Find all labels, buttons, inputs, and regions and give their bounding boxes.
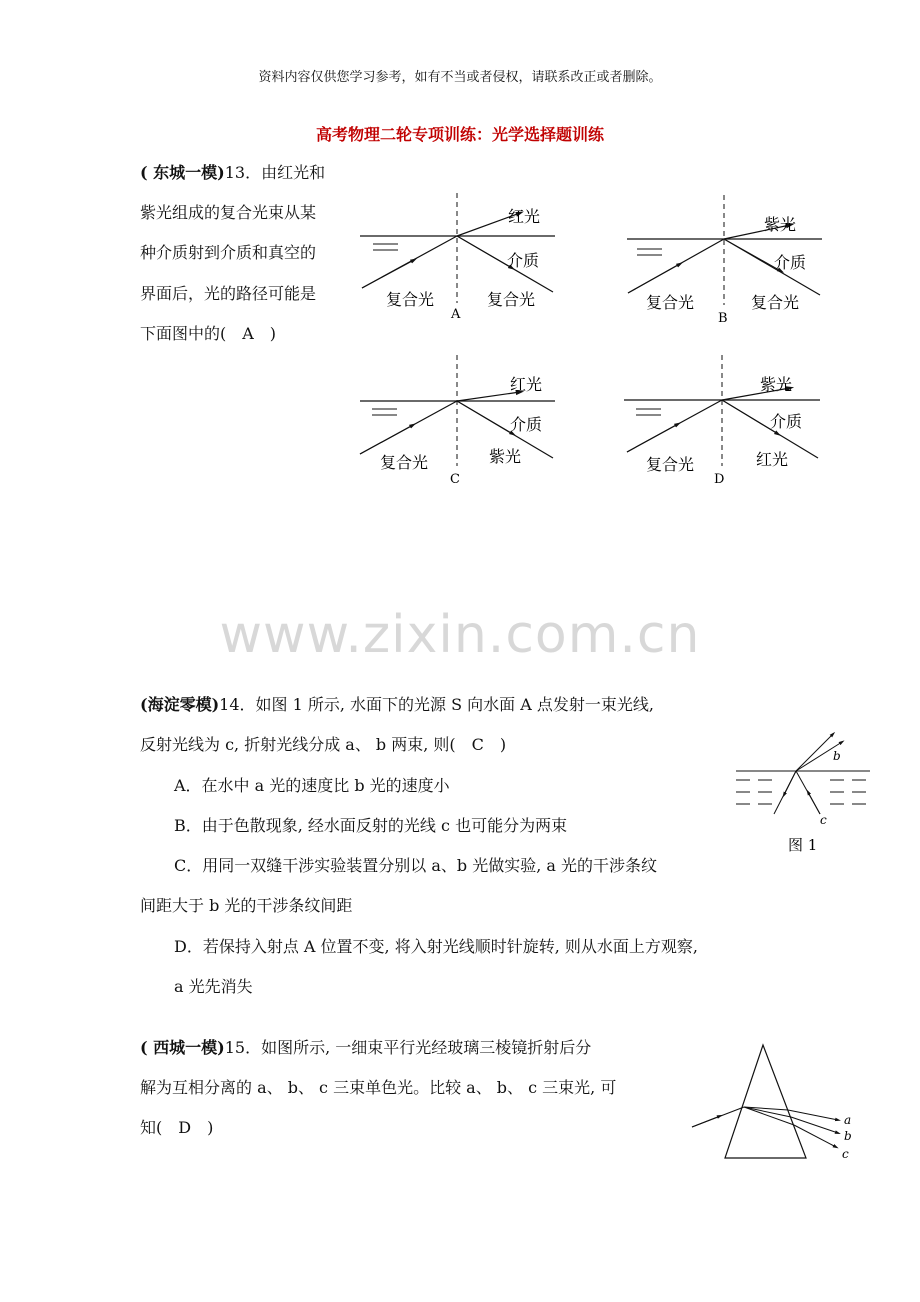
prism-figure [680,1040,870,1170]
diagram-c-right-label: 介质 [510,415,543,434]
figure-1-caption: 图 1 [788,836,818,854]
diagram-a-right-label: 介质 [507,251,540,270]
q15-line-3: 知( D ) [140,1118,214,1137]
q15-line-1 [140,1038,591,1058]
q14-option-d-cont: a 光先消失 [174,977,253,996]
diagram-c-left-lower: 复合光 [380,453,429,472]
q15-source: ( 西城一模) [140,1038,225,1057]
diagram-c [360,355,555,487]
q14-text-1: 14．如图 1 所示, 水面下的光源 S 向水面 A 点发射一束光线, [219,695,654,714]
q14-source: (海淀零模) [140,695,220,714]
diagram-b-left-lower: 复合光 [646,293,695,312]
q13-line-3: 种介质射到介质和真空的 [140,243,317,262]
q14-line-2: 反射光线为 c, 折射光线分成 a、 b 两束, 则( C ) [140,735,507,754]
copyright-notice: 资料内容仅供您学习参考，如有不当或者侵权，请联系改正或者删除。 [258,70,662,85]
prism-label-a: a [844,1113,852,1127]
q14-option-b: B．由于色散现象, 经水面反射的光线 c 也可能分为两束 [174,816,568,835]
q13-source: ( 东城一模) [140,163,225,182]
prism-label-b: b [844,1129,852,1143]
q13-diagrams [0,0,920,520]
diagram-d-top-label: 紫光 [760,375,793,394]
prism-label-c: c [842,1147,849,1161]
diagram-c-letter: C [450,472,460,487]
page-title: 高考物理二轮专项训练：光学选择题训练 [315,125,604,144]
diagram-a [360,193,555,322]
diagram-a-letter: A [451,307,461,322]
diagram-d-right-lower: 红光 [756,450,789,469]
q13-line-2: 紫光组成的复合光束从某 [140,203,317,222]
q13-line-4: 界面后，光的路径可能是 [140,284,317,303]
q14-option-d: D．若保持入射点 A 位置不变, 将入射光线顺时针旋转, 则从水面上方观察, [174,937,698,956]
diagram-c-right-lower: 紫光 [489,447,522,466]
diagram-d-letter: D [714,472,725,487]
q14-option-c-cont: 间距大于 b 光的干涉条纹间距 [140,896,353,915]
diagram-a-top-label: 红光 [508,207,541,226]
q14-option-a: A．在水中 a 光的速度比 b 光的速度小 [174,776,450,795]
figure-1-label-b: b [833,749,841,763]
diagram-b-right-lower: 复合光 [751,293,800,312]
diagram-b [627,195,822,326]
diagram-b-top-label: 紫光 [764,215,797,234]
diagram-c-top-label: 红光 [510,375,543,394]
figure-1 [730,720,880,860]
diagram-a-left-lower: 复合光 [386,290,435,309]
diagram-b-right-label: 介质 [774,253,807,272]
diagram-d [624,355,820,487]
diagram-d-left-lower: 复合光 [646,455,695,474]
q14-option-c: C．用同一双缝干涉实验装置分别以 a、b 光做实验, a 光的干涉条纹 [174,856,657,875]
q13-line-5: 下面图中的( A ) [140,324,277,343]
q15-text-1: 15．如图所示, 一细束平行光经玻璃三棱镜折射后分 [224,1038,592,1057]
diagram-b-letter: B [718,311,728,326]
q15-line-2: 解为互相分离的 a、 b、 c 三束单色光。比较 a、 b、 c 三束光, 可 [140,1078,617,1097]
diagram-d-right-label: 介质 [770,412,803,431]
watermark: www.zixin.com.cn [219,605,701,665]
q14-line-1 [140,695,654,715]
diagram-a-right-lower: 复合光 [487,290,536,309]
q13-text-1: 13．由红光和 [224,163,326,182]
figure-1-label-c: c [820,813,827,827]
